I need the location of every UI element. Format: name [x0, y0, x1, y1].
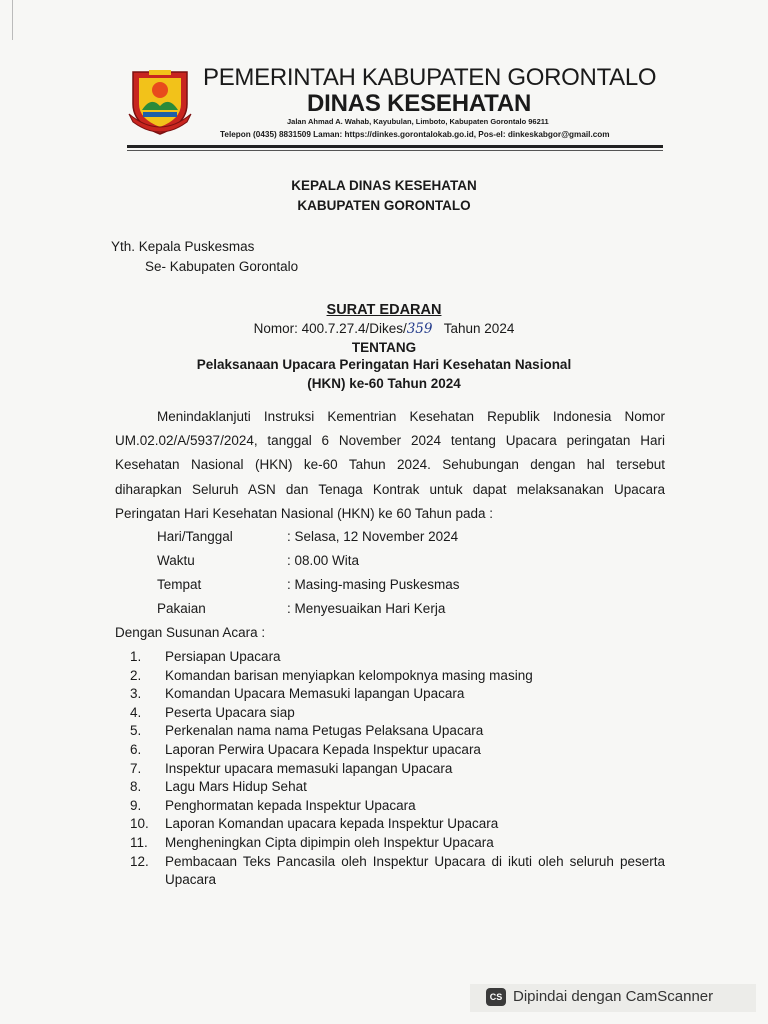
handwritten-number: 359 — [406, 321, 433, 337]
list-text: Pembacaan Teks Pancasila oleh Inspektur Upacara di ikuti oleh seluruh peserta Upacara — [165, 853, 665, 888]
detail-value: : 08.00 Wita — [287, 553, 360, 568]
camscanner-icon: CS — [486, 988, 506, 1006]
list-number: 2. — [130, 667, 142, 683]
tentang-label: TENTANG — [351, 340, 417, 355]
list-text: Persiapan Upacara — [165, 649, 281, 664]
list-text: Inspektur upacara memasuki lapangan Upacara — [165, 760, 453, 776]
letter-number-prefix: Nomor: 400.7.27.4/Dikes/ — [253, 321, 407, 336]
sender-region: KABUPATEN GORONTALO — [297, 198, 471, 213]
body-text: Menindaklanjuti Instruksi Kementrian Kesehatan Republik Indonesia Nomor UM.02.02/A/5937/2024, tanggal 6 November 2024 tentang Upacara peringatan Hari Kesehatan Nasional (HKN) ke-60 Tahun 2024. Sehubungan dengan hal tersebut diharapkan Seluruh ASN dan Tenaga Kontrak untuk dapat melaksanakan Upacara Peringatan Hari Kesehatan Nasional (HKN) ke 60 Tahun pada : — [115, 409, 665, 521]
detail-row-place — [157, 577, 460, 592]
list-number: 7. — [130, 760, 142, 776]
list-item — [130, 685, 665, 704]
list-item — [130, 722, 665, 741]
list-text: Lagu Mars Hidup Sehat — [165, 779, 307, 795]
camscanner-text: Dipindai dengan CamScanner — [513, 988, 714, 1005]
list-number: 9. — [130, 797, 142, 813]
subject-line1: Pelaksanaan Upacara Peringatan Hari Kesehatan Nasional — [196, 357, 572, 372]
detail-label: Hari/Tanggal — [157, 529, 233, 544]
list-text: Komandan barisan menyiapkan kelompoknya masing masing — [165, 667, 533, 683]
detail-value: : Masing-masing Puskesmas — [287, 577, 460, 592]
detail-label: Waktu — [157, 553, 195, 568]
list-text: Komandan Upacara Memasuki lapangan Upacara — [165, 686, 465, 702]
scan-edge-line — [12, 0, 13, 40]
letter-type: SURAT EDARAN — [326, 302, 442, 318]
list-text: Penghormatan kepada Inspektur Upacara — [165, 797, 416, 813]
list-item — [130, 667, 665, 686]
body-paragraph — [115, 405, 665, 526]
list-number: 4. — [130, 704, 142, 720]
list-number: 3. — [130, 686, 142, 702]
recipient-line2: Se- Kabupaten Gorontalo — [145, 259, 299, 274]
list-item — [130, 741, 665, 760]
agenda-heading: Dengan Susunan Acara : — [115, 625, 266, 640]
agenda-list — [130, 648, 665, 890]
detail-value: : Selasa, 12 November 2024 — [287, 529, 459, 544]
office-address: Jalan Ahmad A. Wahab, Kayubulan, Limboto, Kabupaten Gorontalo 96211 — [287, 117, 549, 126]
list-text: Mengheningkan Cipta dipimpin oleh Inspektur Upacara — [165, 834, 494, 850]
list-item — [130, 797, 665, 816]
office-contact: Telepon (0435) 8831509 Laman: https://dinkes.gorontalokab.go.id, Pos-el: dinkeskabgor@gmail.com — [220, 130, 610, 139]
list-item — [130, 760, 665, 779]
department-name: DINAS KESEHATAN — [307, 90, 532, 117]
letterhead-divider — [127, 145, 663, 148]
list-number: 12. — [130, 853, 149, 869]
detail-row-time — [157, 553, 359, 568]
list-number: 11. — [130, 834, 148, 850]
detail-row-date — [157, 529, 458, 544]
detail-value: : Menyesuaikan Hari Kerja — [287, 601, 446, 616]
list-item — [130, 815, 665, 834]
government-name: PEMERINTAH KABUPATEN GORONTALO — [203, 64, 657, 91]
list-item — [130, 778, 665, 797]
list-number: 6. — [130, 741, 142, 757]
detail-label: Tempat — [157, 577, 202, 592]
kabupaten-emblem-icon — [127, 66, 193, 136]
list-text: Perkenalan nama nama Petugas Pelaksana Upacara — [165, 723, 484, 739]
letter-number-suffix: Tahun 2024 — [443, 321, 515, 336]
list-item — [130, 834, 665, 853]
recipient-line1: Yth. Kepala Puskesmas — [111, 239, 255, 254]
letterhead-divider-thin — [127, 150, 663, 151]
list-text: Laporan Komandan upacara kepada Inspektur Upacara — [165, 816, 499, 832]
list-number: 8. — [130, 779, 142, 795]
detail-row-attire — [157, 601, 445, 616]
list-item — [130, 853, 665, 890]
list-text: Peserta Upacara siap — [165, 704, 295, 720]
list-item — [130, 648, 665, 667]
list-number: 10. — [130, 816, 149, 832]
list-number: 5. — [130, 723, 142, 739]
sender-title: KEPALA DINAS KESEHATAN — [291, 178, 477, 193]
detail-label: Pakaian — [157, 601, 206, 616]
list-item — [130, 704, 665, 723]
list-text: Laporan Perwira Upacara Kepada Inspektur upacara — [165, 741, 481, 757]
subject-line2: (HKN) ke-60 Tahun 2024 — [307, 376, 461, 391]
letter-number — [0, 321, 768, 337]
list-number: 1. — [130, 649, 142, 664]
